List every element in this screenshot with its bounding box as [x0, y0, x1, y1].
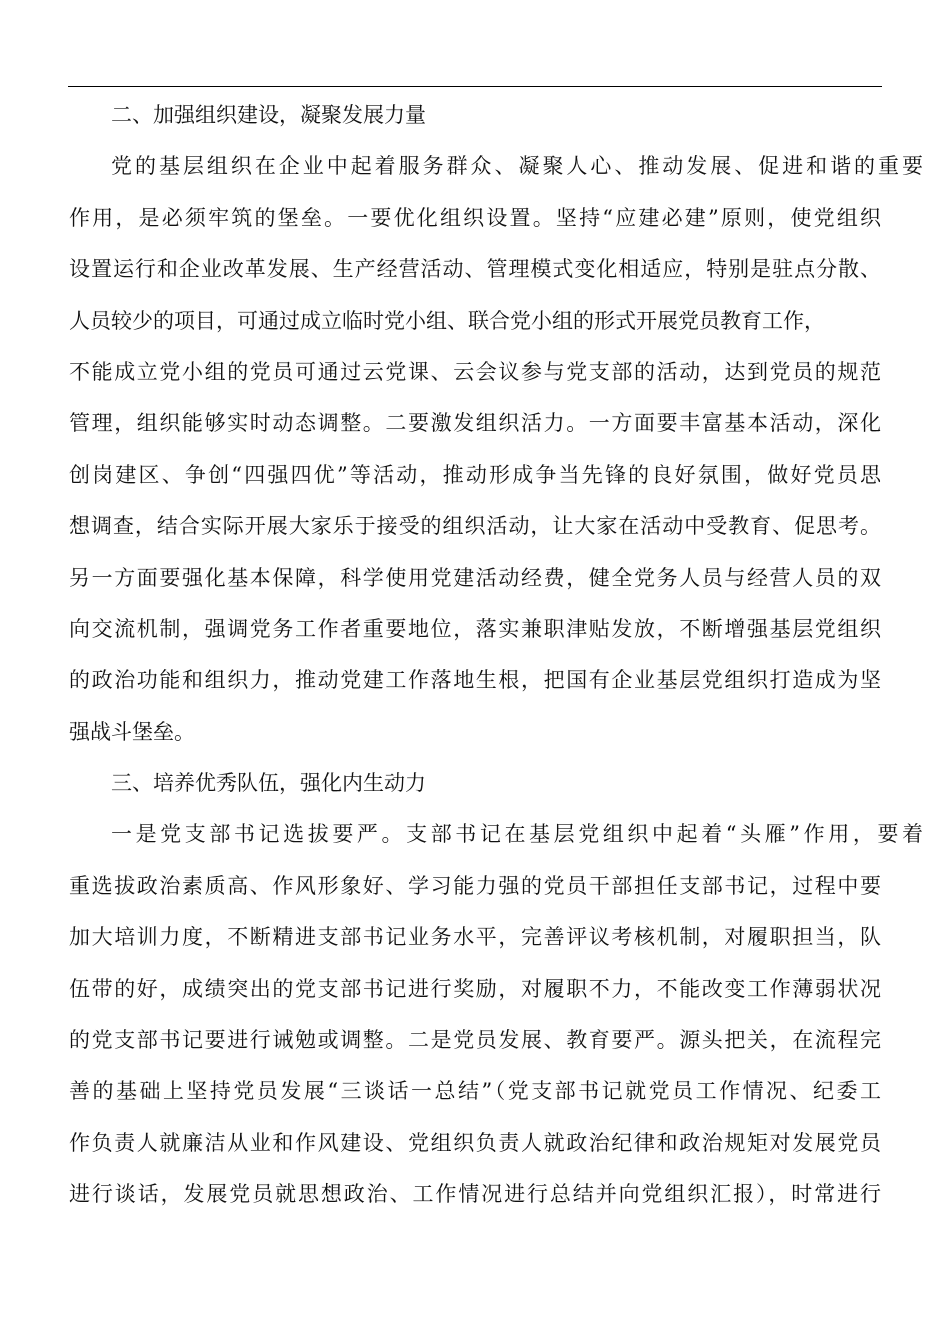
paragraph-line: 加大培训力度，不断精进支部书记业务水平，完善评议考核机制，对履职担当，队: [69, 925, 881, 950]
paragraph-line: 另一方面要强化基本保障，科学使用党建活动经费，健全党务人员与经营人员的双: [69, 565, 881, 590]
paragraph-line: 设置运行和企业改革发展、生产经营活动、管理模式变化相适应，特别是驻点分散、: [69, 257, 881, 282]
paragraph-line: 党的基层组织在企业中起着服务群众、凝聚人心、推动发展、促进和谐的重要: [111, 154, 923, 179]
paragraph-line: 强战斗堡垒。: [69, 719, 195, 744]
document-body: [69, 90, 923, 1221]
paragraph-line: 创岗建区、争创“四强四优”等活动，推动形成争当先锋的良好氛围，做好党员思: [69, 462, 881, 487]
paragraph-line: 不能成立党小组的党员可通过云党课、云会议参与党支部的活动，达到党员的规范: [69, 359, 881, 384]
section-heading-2: 二、加强组织建设，凝聚发展力量: [111, 103, 426, 127]
paragraph-line: 伍带的好，成绩突出的党支部书记进行奖励，对履职不力，不能改变工作薄弱状况: [69, 976, 881, 1001]
section-heading-3: 三、培养优秀队伍，强化内生动力: [111, 771, 426, 796]
header-rule: [68, 86, 882, 87]
paragraph-line: 重选拔政治素质高、作风形象好、学习能力强的党员干部担任支部书记，过程中要: [69, 873, 881, 898]
paragraph-line: 管理，组织能够实时动态调整。二要激发组织活力。一方面要丰富基本活动，深化: [69, 411, 881, 436]
paragraph-line: 进行谈话，发展党员就思想政治、工作情况进行总结并向党组织汇报），时常进行: [69, 1182, 881, 1207]
paragraph-line: 的党支部书记要进行诫勉或调整。二是党员发展、教育要严。源头把关，在流程完: [69, 1028, 881, 1053]
paragraph-line: 想调查，结合实际开展大家乐于接受的组织活动，让大家在活动中受教育、促思考。: [69, 514, 881, 539]
paragraph-line: 作用，是必须牢筑的堡垒。一要优化组织设置。坚持“应建必建”原则，使党组织: [69, 205, 881, 230]
paragraph-line: 向交流机制，强调党务工作者重要地位，落实兼职津贴发放，不断增强基层党组织: [69, 616, 881, 641]
paragraph-line: 作负责人就廉洁从业和作风建设、党组织负责人就政治纪律和政治规矩对发展党员: [69, 1130, 881, 1155]
paragraph-line: 一是党支部书记选拔要严。支部书记在基层党组织中起着“头雁”作用，要着: [111, 822, 923, 847]
paragraph-line: 人员较少的项目，可通过成立临时党小组、联合党小组的形式开展党员教育工作，: [69, 308, 825, 333]
paragraph-line: 的政治功能和组织力，推动党建工作落地生根，把国有企业基层党组织打造成为坚: [69, 668, 881, 693]
paragraph-line: 善的基础上坚持党员发展“三谈话一总结”（党支部书记就党员工作情况、纪委工: [69, 1079, 881, 1104]
